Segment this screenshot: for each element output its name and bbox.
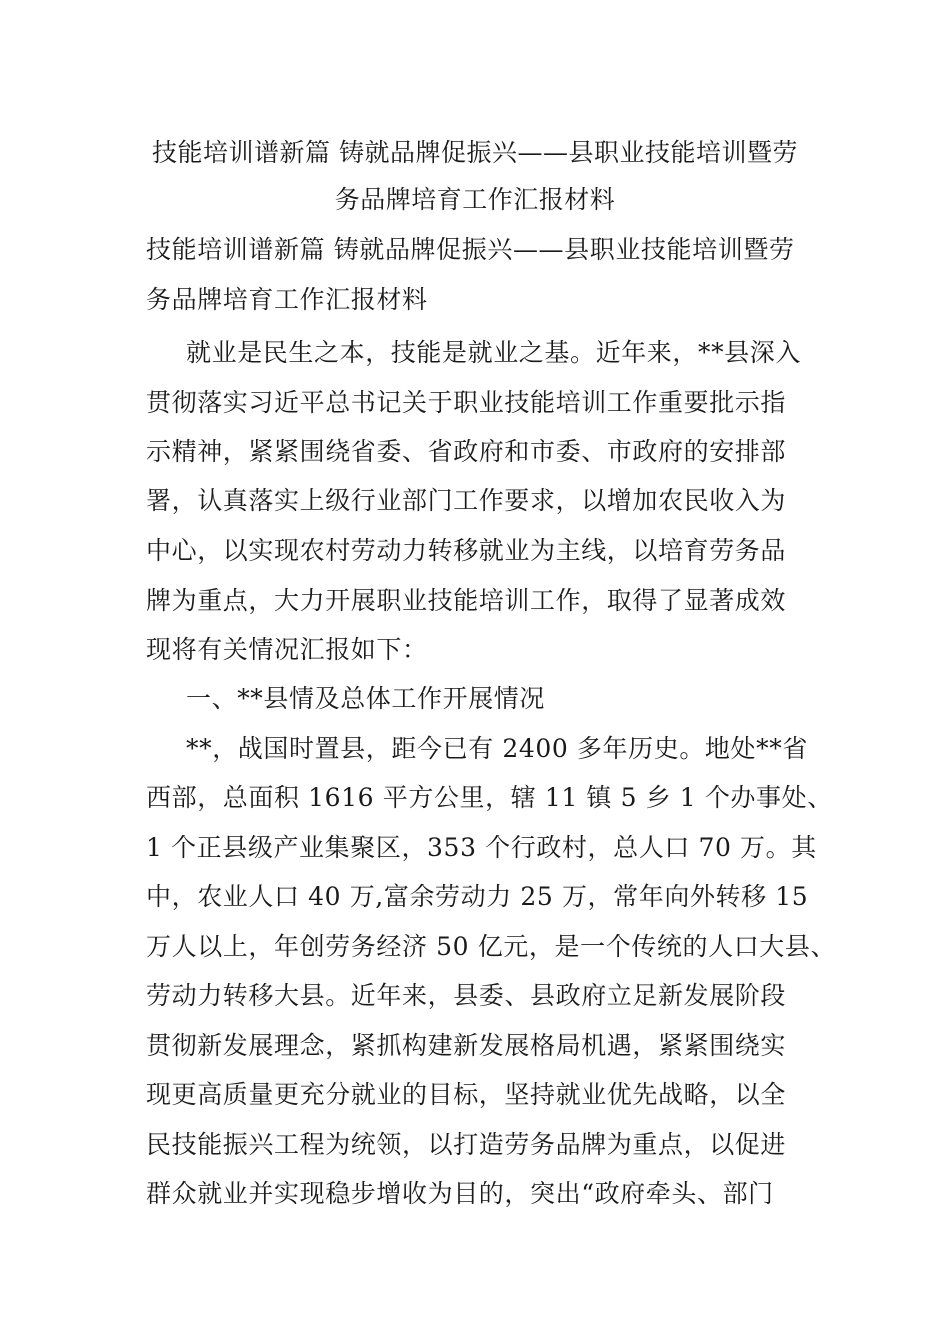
document-title-line-1: 技能培训谱新篇 铸就品牌促振兴——县职业技能培训暨劳 (152, 138, 798, 167)
body-line: 西部，总面积 1616 平方公里，辖 11 镇 5 乡 1 个办事处、 (146, 783, 833, 812)
body-line: 劳动力转移大县。近年来，县委、县政府立足新发展阶段 (146, 981, 787, 1010)
document-title-line-2: 务品牌培育工作汇报材料 (334, 185, 616, 214)
paragraph-first-line: **，战国时置县，距今已有 2400 多年历史。地处**省 (186, 734, 808, 763)
paragraph-first-line: 就业是民生之本，技能是就业之基。近年来，**县深入 (186, 338, 802, 367)
body-line: 民技能振兴工程为统领，以打造劳务品牌为重点，以促进 (146, 1130, 787, 1159)
body-line: 现更高质量更充分就业的目标，坚持就业优先战略，以全 (146, 1080, 787, 1109)
body-line: 贯彻新发展理念，紧抓构建新发展格局机遇，紧紧围绕实 (146, 1031, 787, 1060)
section-heading: 一、**县情及总体工作开展情况 (186, 684, 546, 713)
body-line: 万人以上，年创劳务经济 50 亿元，是一个传统的人口大县、 (146, 932, 837, 961)
body-line: 群众就业并实现稳步增收为目的，突出“政府牵头、部门 (146, 1179, 774, 1208)
body-line: 贯彻落实习近平总书记关于职业技能培训工作重要批示指 (146, 388, 787, 417)
body-line: 现将有关情况汇报如下： (146, 635, 428, 664)
body-line: 牌为重点，大力开展职业技能培训工作，取得了显著成效 (146, 586, 787, 615)
body-line: 示精神，紧紧围绕省委、省政府和市委、市政府的安排部 (146, 437, 787, 466)
body-line: 技能培训谱新篇 铸就品牌促振兴——县职业技能培训暨劳 (146, 235, 795, 264)
body-line: 1 个正县级产业集聚区，353 个行政村，总人口 70 万。其 (146, 833, 817, 862)
body-line: 务品牌培育工作汇报材料 (146, 285, 428, 314)
body-line: 中心，以实现农村劳动力转移就业为主线，以培育劳务品 (146, 536, 787, 565)
body-line: 署，认真落实上级行业部门工作要求，以增加农民收入为 (146, 486, 787, 515)
body-line: 中，农业人口 40 万,富余劳动力 25 万，常年向外转移 15 (146, 882, 809, 911)
